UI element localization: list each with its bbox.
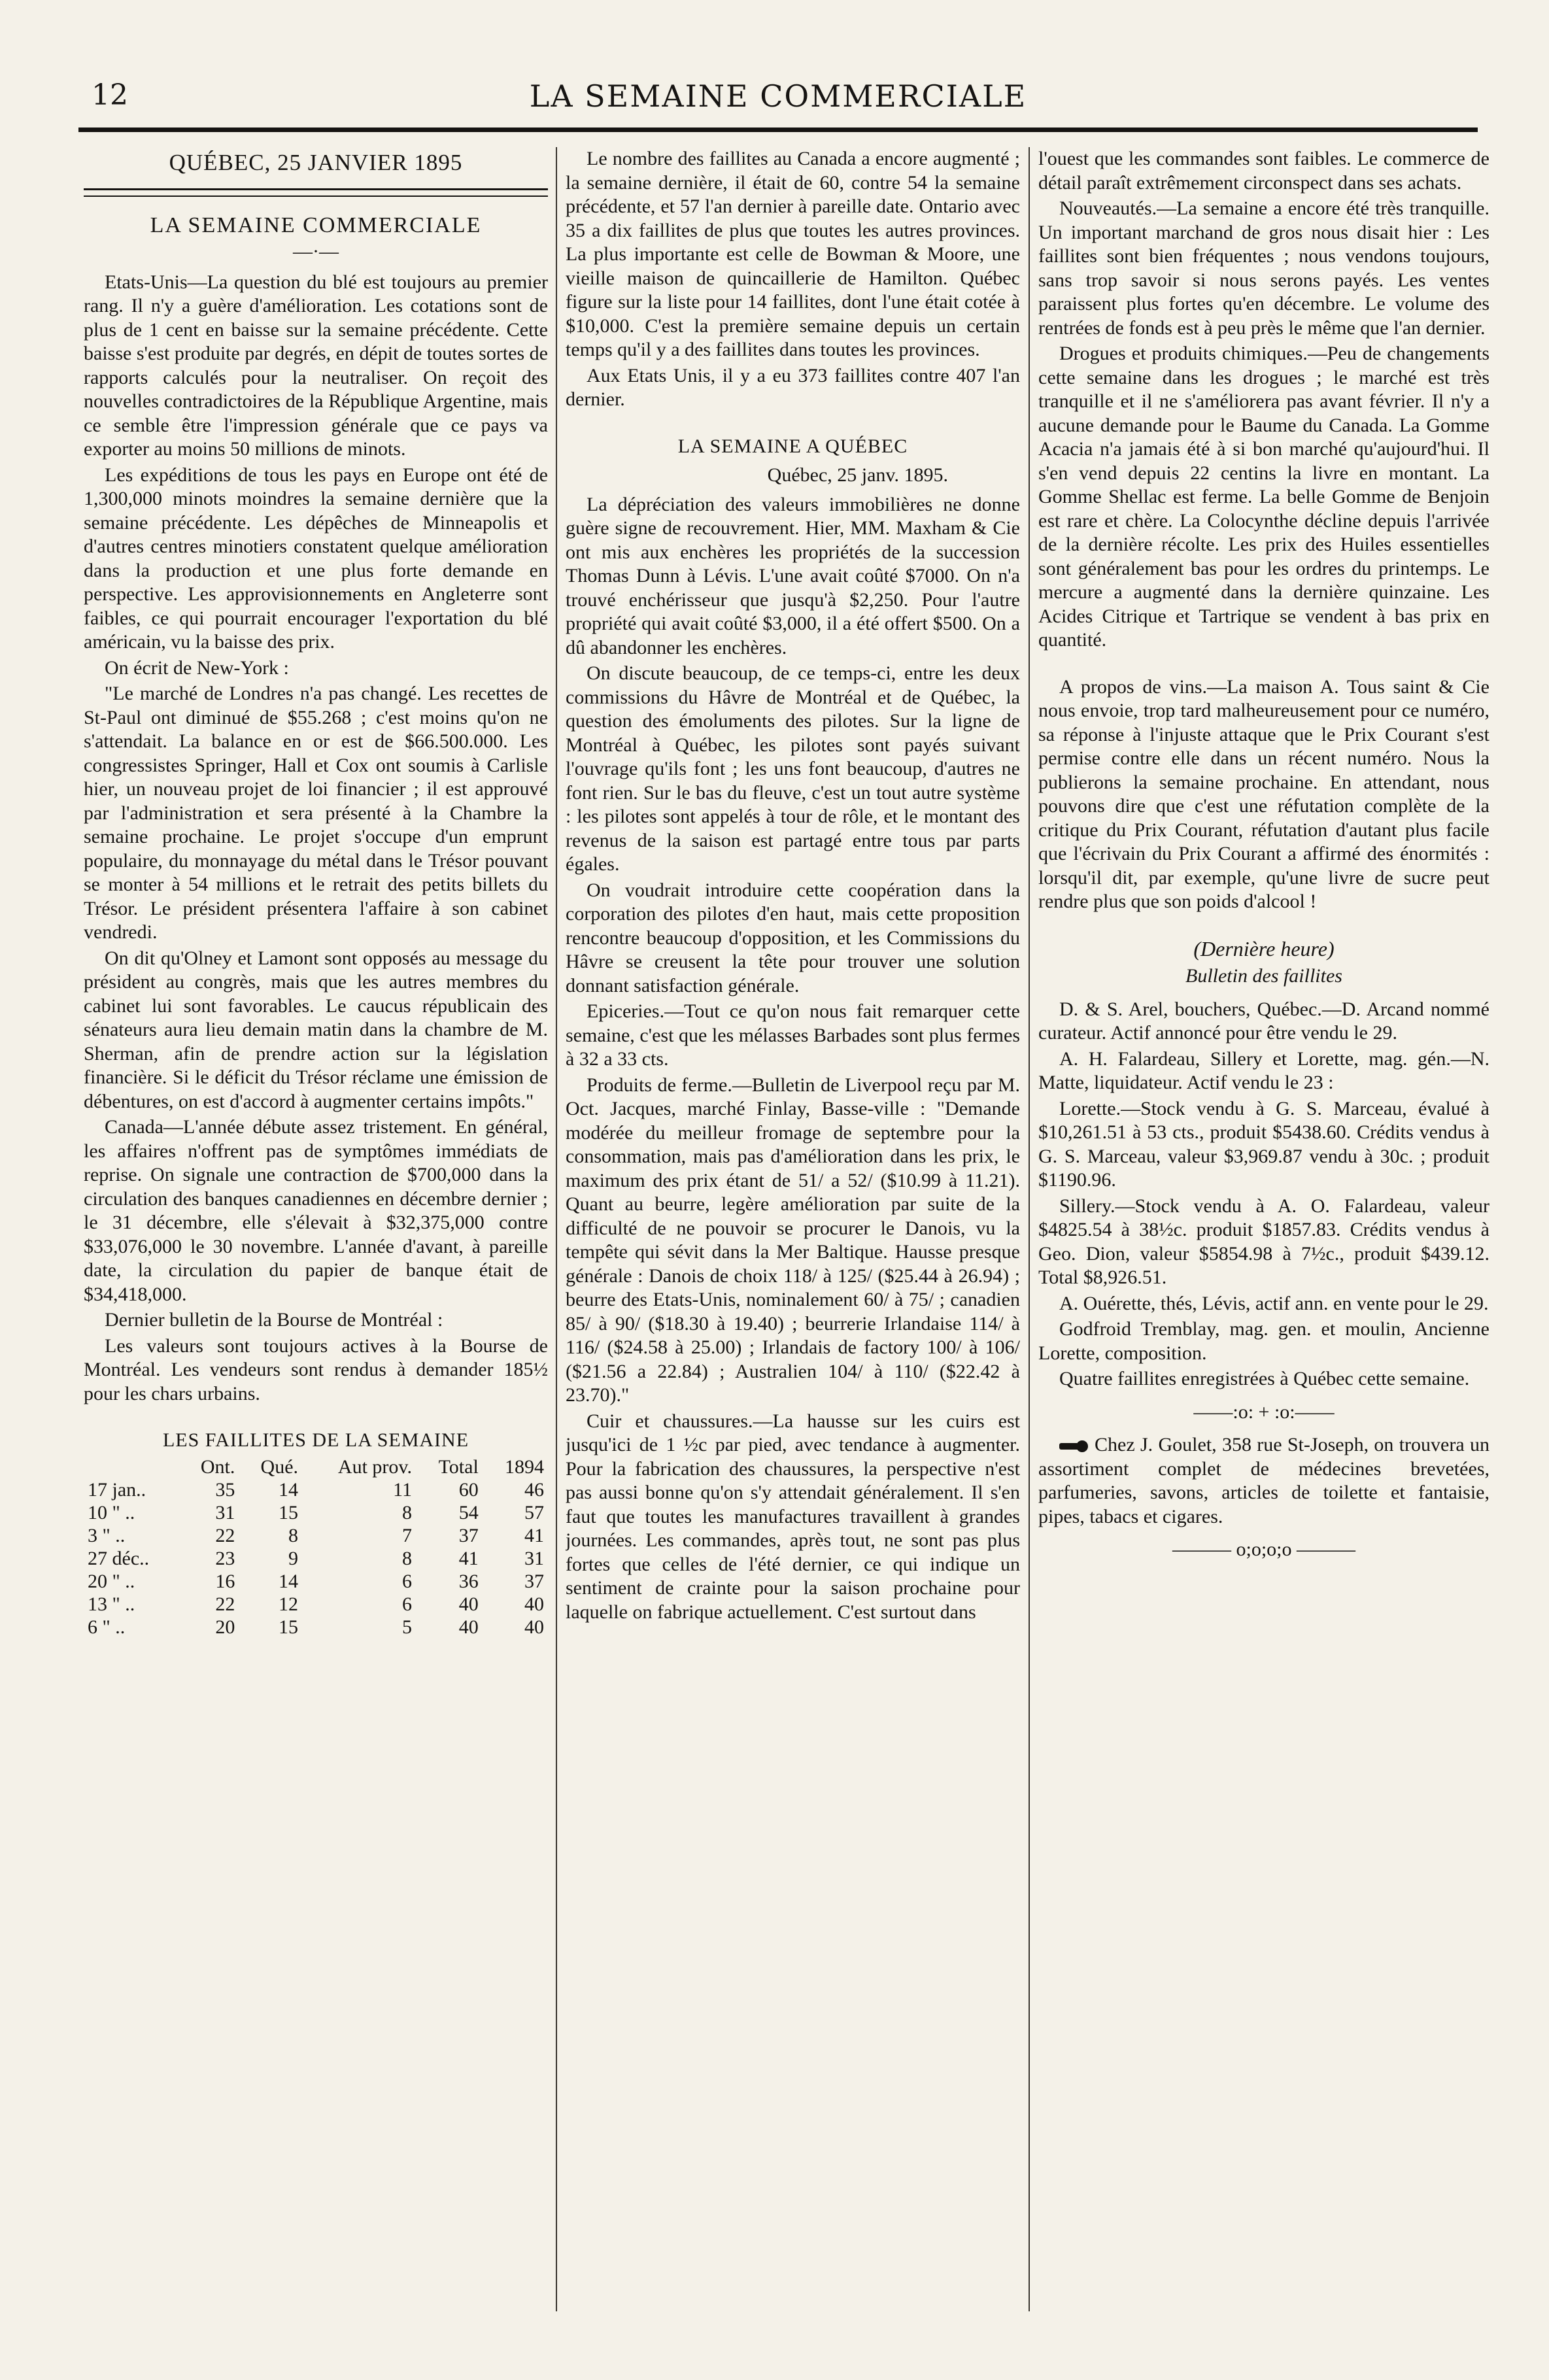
table-cell: 15	[279, 1616, 299, 1638]
table-cell: 17 jan..	[88, 1478, 146, 1501]
table-cell: 22	[215, 1593, 235, 1615]
table-cell: 31	[524, 1547, 544, 1569]
paragraph: Epiceries.—Tout ce qu'on nous fait remarquer cette semaine, c'est que les mélasses Barbades sont plus fermes à 32 a 33 cts.	[566, 1000, 1020, 1070]
table-cell: 37	[524, 1570, 544, 1592]
page-number: 12	[92, 78, 128, 112]
paragraph: A. Ouérette, thés, Lévis, actif ann. en vente pour le 29.	[1059, 1292, 1489, 1314]
paragraph: A propos de vins.—La maison A. Tous saint & Cie nous envoie, trop tard malheureusement pour ce numéro, sa réponse à l'injuste attaque que le Prix Courant s'est permise contre elle dans un récent numéro. Nous la publierons la semaine prochaine. En attendant, nous pouvons dire que c'est une réfutation complète de la critique du Prix Courant, réfutation d'autant plus facile que l'écrivain du Prix Courant a affirmé des énormités : lorsqu'il dit, par exemple, qu'une livre de sucre peut rendre plus que son poids d'alcool !	[1038, 675, 1489, 912]
table-cell: 46	[524, 1478, 544, 1501]
table-cell: 40	[458, 1616, 479, 1638]
paragraph: Le nombre des faillites au Canada a encore augmenté ; la semaine dernière, il était de 60, contre 54 la semaine précédente, et 57 l'an dernier à pareille date. Ontario avec 35 a dix faillites de plus que toutes les autres provinces. La plus importante est celle de Bowman & Moore, une vieille maison de quincaillerie de Hamilton. Québec figure sur la liste pour 14 faillites, dont l'une était cotée à $10,000. C'est la première semaine depuis un certain temps qu'il y a des faillites dans toutes les provinces.	[566, 148, 1020, 360]
advert-paragraph	[1038, 1433, 1489, 1529]
paragraph: Nouveautés.—La semaine a encore été très tranquille. Un important marchand de gros nous disait hier : Les faillites sont bien fréquentes ; nous vendons toujours, sans trop savoir si nous serons payés. Les ventes paraissent plus fortes qu'en décembre. Le volume des rentrées de fonds est à peu près le même que l'an dernier.	[1038, 197, 1489, 339]
late-news-title: (Dernière heure)	[1193, 936, 1335, 960]
header-rule	[78, 128, 1478, 132]
table-header-cell	[84, 1455, 180, 1478]
paragraph: Dernier bulletin de la Bourse de Montréal :	[105, 1309, 443, 1331]
failures-table	[84, 1455, 548, 1639]
paragraph: On écrit de New-York :	[105, 656, 289, 679]
table-header-cell: Aut prov.	[337, 1455, 412, 1478]
table-cell: 20	[215, 1616, 235, 1638]
table-cell: 15	[279, 1501, 299, 1523]
paragraph: l'ouest que les commandes sont faibles. Le commerce de détail paraît extrêmement circonspect dans ses achats.	[1038, 148, 1489, 194]
paragraph: A. H. Falardeau, Sillery et Lorette, mag. gén.—N. Matte, liquidateur. Actif vendu le 23 :	[1038, 1047, 1489, 1093]
dateline: QUÉBEC, 25 JANVIER 1895	[169, 150, 463, 175]
column-1	[84, 147, 548, 2338]
paragraph: Etats-Unis—La question du blé est toujours au premier rang. Il n'y a guère d'amélioration. Les cotations sont de plus de 1 cent en baisse sur la semaine précédente. Cette baisse s'est produite par degrés, en dépit de toutes sortes de rapports calculés pour la neutraliser. On reçoit des nouvelles contradictoires de la République Argentine, mais ce semble être l'impression générale que ce pays va exporter au moins 50 millions de minots.	[84, 271, 548, 460]
column-3	[1038, 147, 1489, 2338]
paragraph: Quatre faillites enregistrées à Québec cette semaine.	[1059, 1368, 1470, 1389]
table-cell: 16	[215, 1570, 235, 1592]
paragraph: Produits de ferme.—Bulletin de Liverpool reçu par M. Oct. Jacques, marché Finlay, Basse-ville : "Demande modérée du meilleur fromage de septembre pour la consommation, mais pas d'amélioration dans les prix, le maximum des prix étant de 51/ a 52/ ($10.99 à 11.21). Quant au beurre, legère amélioration par suite de la difficulté de ne pouvoir se procurer le Danois, vu la tempête qui sévit dans la Mer Baltique. Hausse presque générale : Danois de choix 118/ à 125/ ($25.44 à 26.94) ; beurre des Etats-Unis, nominalement 60/ à 75/ ; canadien 85/ à 90/ ($18.30 à 19.40) ; beurrerie Irlandaise 114/ à 116/ ($24.58 à 25.00) ; Irlandais de factory 100/ à 106/ ($21.56 a 22.84) ; Australien 104/ à 110/ ($22.42 à 23.70)."	[566, 1074, 1020, 1406]
separator: ——— o;o;o;o ———	[1172, 1538, 1355, 1560]
paragraph: On voudrait introduire cette coopération dans la corporation des pilotes d'en haut, mais cette proposition rencontre beaucoup d'opposition, et les Commissions du Hâvre se creusent la tête pour trouver une solution donnant satisfaction générale.	[566, 879, 1020, 996]
table-cell: 40	[524, 1616, 544, 1638]
paragraph: Godfroid Tremblay, mag. gen. et moulin, Ancienne Lorette, composition.	[1038, 1318, 1489, 1364]
paragraph: Lorette.—Stock vendu à G. S. Marceau, évalué à $10,261.51 à 53 cts., produit $5438.60. Crédits vendus à G. S. Marceau, valeur $3,969.87 vendu à 30c. ; produit $1190.96.	[1038, 1097, 1489, 1191]
separator: ——:o: + :o:——	[1193, 1401, 1335, 1423]
paragraph: Les expéditions de tous les pays en Europe ont été de 1,300,000 minots moindres la semaine dernière que la semaine précédente. Les dépêches de Minneapolis et d'autres centres minotiers constatent quelque amélioration dans la production et une plus forte demande en perspective. Les approvisionnements en Angleterre sont faibles, ce qui pourrait encourager l'exportation du blé américain, vu la baisse des prix.	[84, 464, 548, 653]
paragraph: On dit qu'Olney et Lamont sont opposés au message du président au congrès, mais que les autres membres du cabinet lui sont favorables. Le caucus républicain des sénateurs aura lieu demain matin dans la chambre de M. Sherman, afin de prendre action sur la législation financière. Si le déficit du Trésor réclame une émission de débentures, on est d'accord à augmenter certains impôts."	[84, 947, 548, 1112]
table-cell: 54	[458, 1501, 479, 1523]
column-2	[566, 147, 1020, 2338]
table-cell: 13 " ..	[88, 1593, 135, 1615]
table-cell: 60	[458, 1478, 479, 1501]
table-cell: 14	[279, 1570, 299, 1592]
table-cell: 6	[401, 1570, 412, 1592]
pointing-hand-icon	[1059, 1439, 1089, 1454]
table-cell: 8	[288, 1524, 299, 1546]
table-row	[84, 1616, 548, 1639]
table-header-cell: Qué.	[260, 1455, 299, 1478]
page-header	[72, 65, 1484, 114]
table-row	[84, 1547, 548, 1570]
ornament-dash: —·—	[293, 241, 339, 262]
table-header-row	[84, 1455, 548, 1478]
table-header-cell: Ont.	[200, 1455, 235, 1478]
table-cell: 27 déc..	[88, 1547, 150, 1569]
paragraph: Aux Etats Unis, il y a eu 373 faillites contre 407 l'an dernier.	[566, 364, 1020, 410]
section-title: LA SEMAINE A QUÉBEC	[677, 435, 908, 457]
table-cell: 22	[215, 1524, 235, 1546]
table-header-cell: Total	[438, 1455, 479, 1478]
table-cell: 37	[458, 1524, 479, 1546]
double-rule	[84, 188, 548, 197]
paragraph: Drogues et produits chimiques.—Peu de changements cette semaine dans les drogues ; le marché est très tranquille et il ne s'améliorera pas avant février. Il n'y a aucune demande pour le Baume du Canada. La Gomme Acacia n'a jamais été à si bon marché qu'aujourd'hui. Il s'en vend depuis 22 centins la livre en montant. La Gomme Shellac est ferme. La belle Gomme de Benjoin est rare et chère. La Colocynthe décline depuis l'arrivée de la dernière récolte. Les prix des Huiles essentielles sont généralement bas pour les ordres du printemps. Le mercure a augmenté dans la dernière quinzaine. Les Acides Citrique et Tartrique se vendent à bas prix en quantité.	[1038, 343, 1489, 651]
advert-text: Chez J. Goulet, 358 rue St-Joseph, on trouvera un assortiment complet de médecines brevetées, parfumeries, savons, articles de toilette et fantaisie, pipes, tabacs et cigares.	[1038, 1434, 1489, 1527]
column-divider	[556, 147, 557, 2311]
table-cell: 41	[458, 1547, 479, 1569]
table-row	[84, 1524, 548, 1547]
table-row	[84, 1501, 548, 1524]
dateline: Québec, 25 janv. 1895.	[767, 464, 948, 486]
table-cell: 6	[401, 1593, 412, 1615]
table-cell: 40	[524, 1593, 544, 1615]
newspaper-title: LA SEMAINE COMMERCIALE	[529, 78, 1027, 114]
table-cell: 8	[401, 1501, 412, 1523]
paragraph: Les valeurs sont toujours actives à la Bourse de Montréal. Les vendeurs sont rendus à demander 185½ pour les chars urbains.	[84, 1334, 548, 1404]
table-row	[84, 1593, 548, 1616]
table-cell: 3 " ..	[88, 1524, 126, 1546]
table-cell: 12	[279, 1593, 299, 1615]
paragraph: Canada—L'année débute assez tristement. En général, les affaires n'offrent pas de symptômes immédiats de reprise. On signale une contraction de $700,000 dans la circulation des banques canadiennes en décembre dernier ; le 31 décembre, elle s'élevait à $32,375,000 contre $33,076,000 le 30 novembre. L'année d'avant, à pareille date, la circulation du papier de banque était de $34,418,000.	[84, 1116, 548, 1305]
table-cell: 57	[524, 1501, 544, 1523]
table-cell: 8	[401, 1547, 412, 1569]
table-cell: 31	[215, 1501, 235, 1523]
table-cell: 5	[401, 1616, 412, 1638]
table-cell: 10 " ..	[88, 1501, 135, 1523]
paragraph: Cuir et chaussures.—La hausse sur les cuirs est jusqu'ici de 1 ½c par pied, avec tendance à augmenter. Pour la fabrication des chaussures, la perspective n'est pas aussi bonne qu'on s'y attendait généralement. Il s'en faut que toutes les manufactures travaillent à grandes journées. Les commandes, après tout, ne sont pas plus fortes que celles de l'été dernier, ce qui indique un sentiment de crainte pour la saison prochaine pour laquelle on fabrique actuellement. C'est surtout dans	[566, 1410, 1020, 1623]
paragraph: D. & S. Arel, bouchers, Québec.—D. Arcand nommé curateur. Actif annoncé pour être vendu le 29.	[1038, 998, 1489, 1044]
paragraph: On discute beaucoup, de ce temps-ci, entre les deux commissions du Hâvre de Montréal et de Québec, la question des émoluments des pilotes. Sur la ligne de Montréal à Québec, les pilotes sont payés suivant l'ouvrage qu'ils font ; les uns font beaucoup, d'autres ne font rien. Sur le bas du fleuve, c'est un tout autre système : les pilotes sont appelés à tour de rôle, et le montant des revenus de la saison est partagé entre tous par parts égales.	[566, 662, 1020, 875]
table-cell: 23	[215, 1547, 235, 1569]
paragraph: La dépréciation des valeurs immobilières ne donne guère signe de recouvrement. Hier, MM. Maxham & Cie ont mis aux enchères les propriétés de la succession Thomas Dunn à Lévis. L'une avait coûté $7000. On n'a trouvé enchérisseur que jusqu'à $2,250. Pour l'autre propriété qui avait coûté $3,000, il a été offert $500. On a dû abandonner les enchères.	[566, 493, 1020, 658]
paragraph: "Le marché de Londres n'a pas changé. Les recettes de St-Paul ont diminué de $55.268 ; c'est moins qu'on ne s'attendait. La balance en or est de $66.500.000. Les congressistes Springer, Hall et Cox ont soumis à Carlisle hier, un nouveau projet de loi financier ; il est approuvé par l'administration et sera présenté à la Chambre la semaine prochaine. Le projet s'occupe d'un emprunt populaire, du monnayage du métal dans le Trésor pouvant se monter à 54 millions et le retrait des petits billets du Trésor. Le président présentera l'affaire à son cabinet vendredi.	[84, 683, 548, 943]
column-divider	[1029, 147, 1030, 2311]
table-header-cell: 1894	[505, 1455, 544, 1478]
table-cell: 36	[458, 1570, 479, 1592]
table-cell: 14	[279, 1478, 299, 1501]
table-cell: 11	[393, 1478, 412, 1501]
table-cell: 35	[215, 1478, 235, 1501]
paragraph: Sillery.—Stock vendu à A. O. Falardeau, valeur $4825.54 à 38½c. produit $1857.83. Crédits vendus à Geo. Dion, valeur $5854.98 à 7½c., produit $439.12. Total $8,926.51.	[1038, 1195, 1489, 1288]
table-row	[84, 1478, 548, 1501]
table-cell: 20 " ..	[88, 1570, 135, 1592]
table-title: LES FAILLITES DE LA SEMAINE	[162, 1429, 469, 1451]
table-cell: 7	[401, 1524, 412, 1546]
table-row	[84, 1570, 548, 1593]
table-cell: 40	[458, 1593, 479, 1615]
bulletin-title: Bulletin des faillites	[1185, 965, 1342, 987]
section-title: LA SEMAINE COMMERCIALE	[150, 212, 482, 237]
table-cell: 9	[288, 1547, 299, 1569]
table-cell: 6 " ..	[88, 1616, 126, 1638]
table-cell: 41	[524, 1524, 544, 1546]
